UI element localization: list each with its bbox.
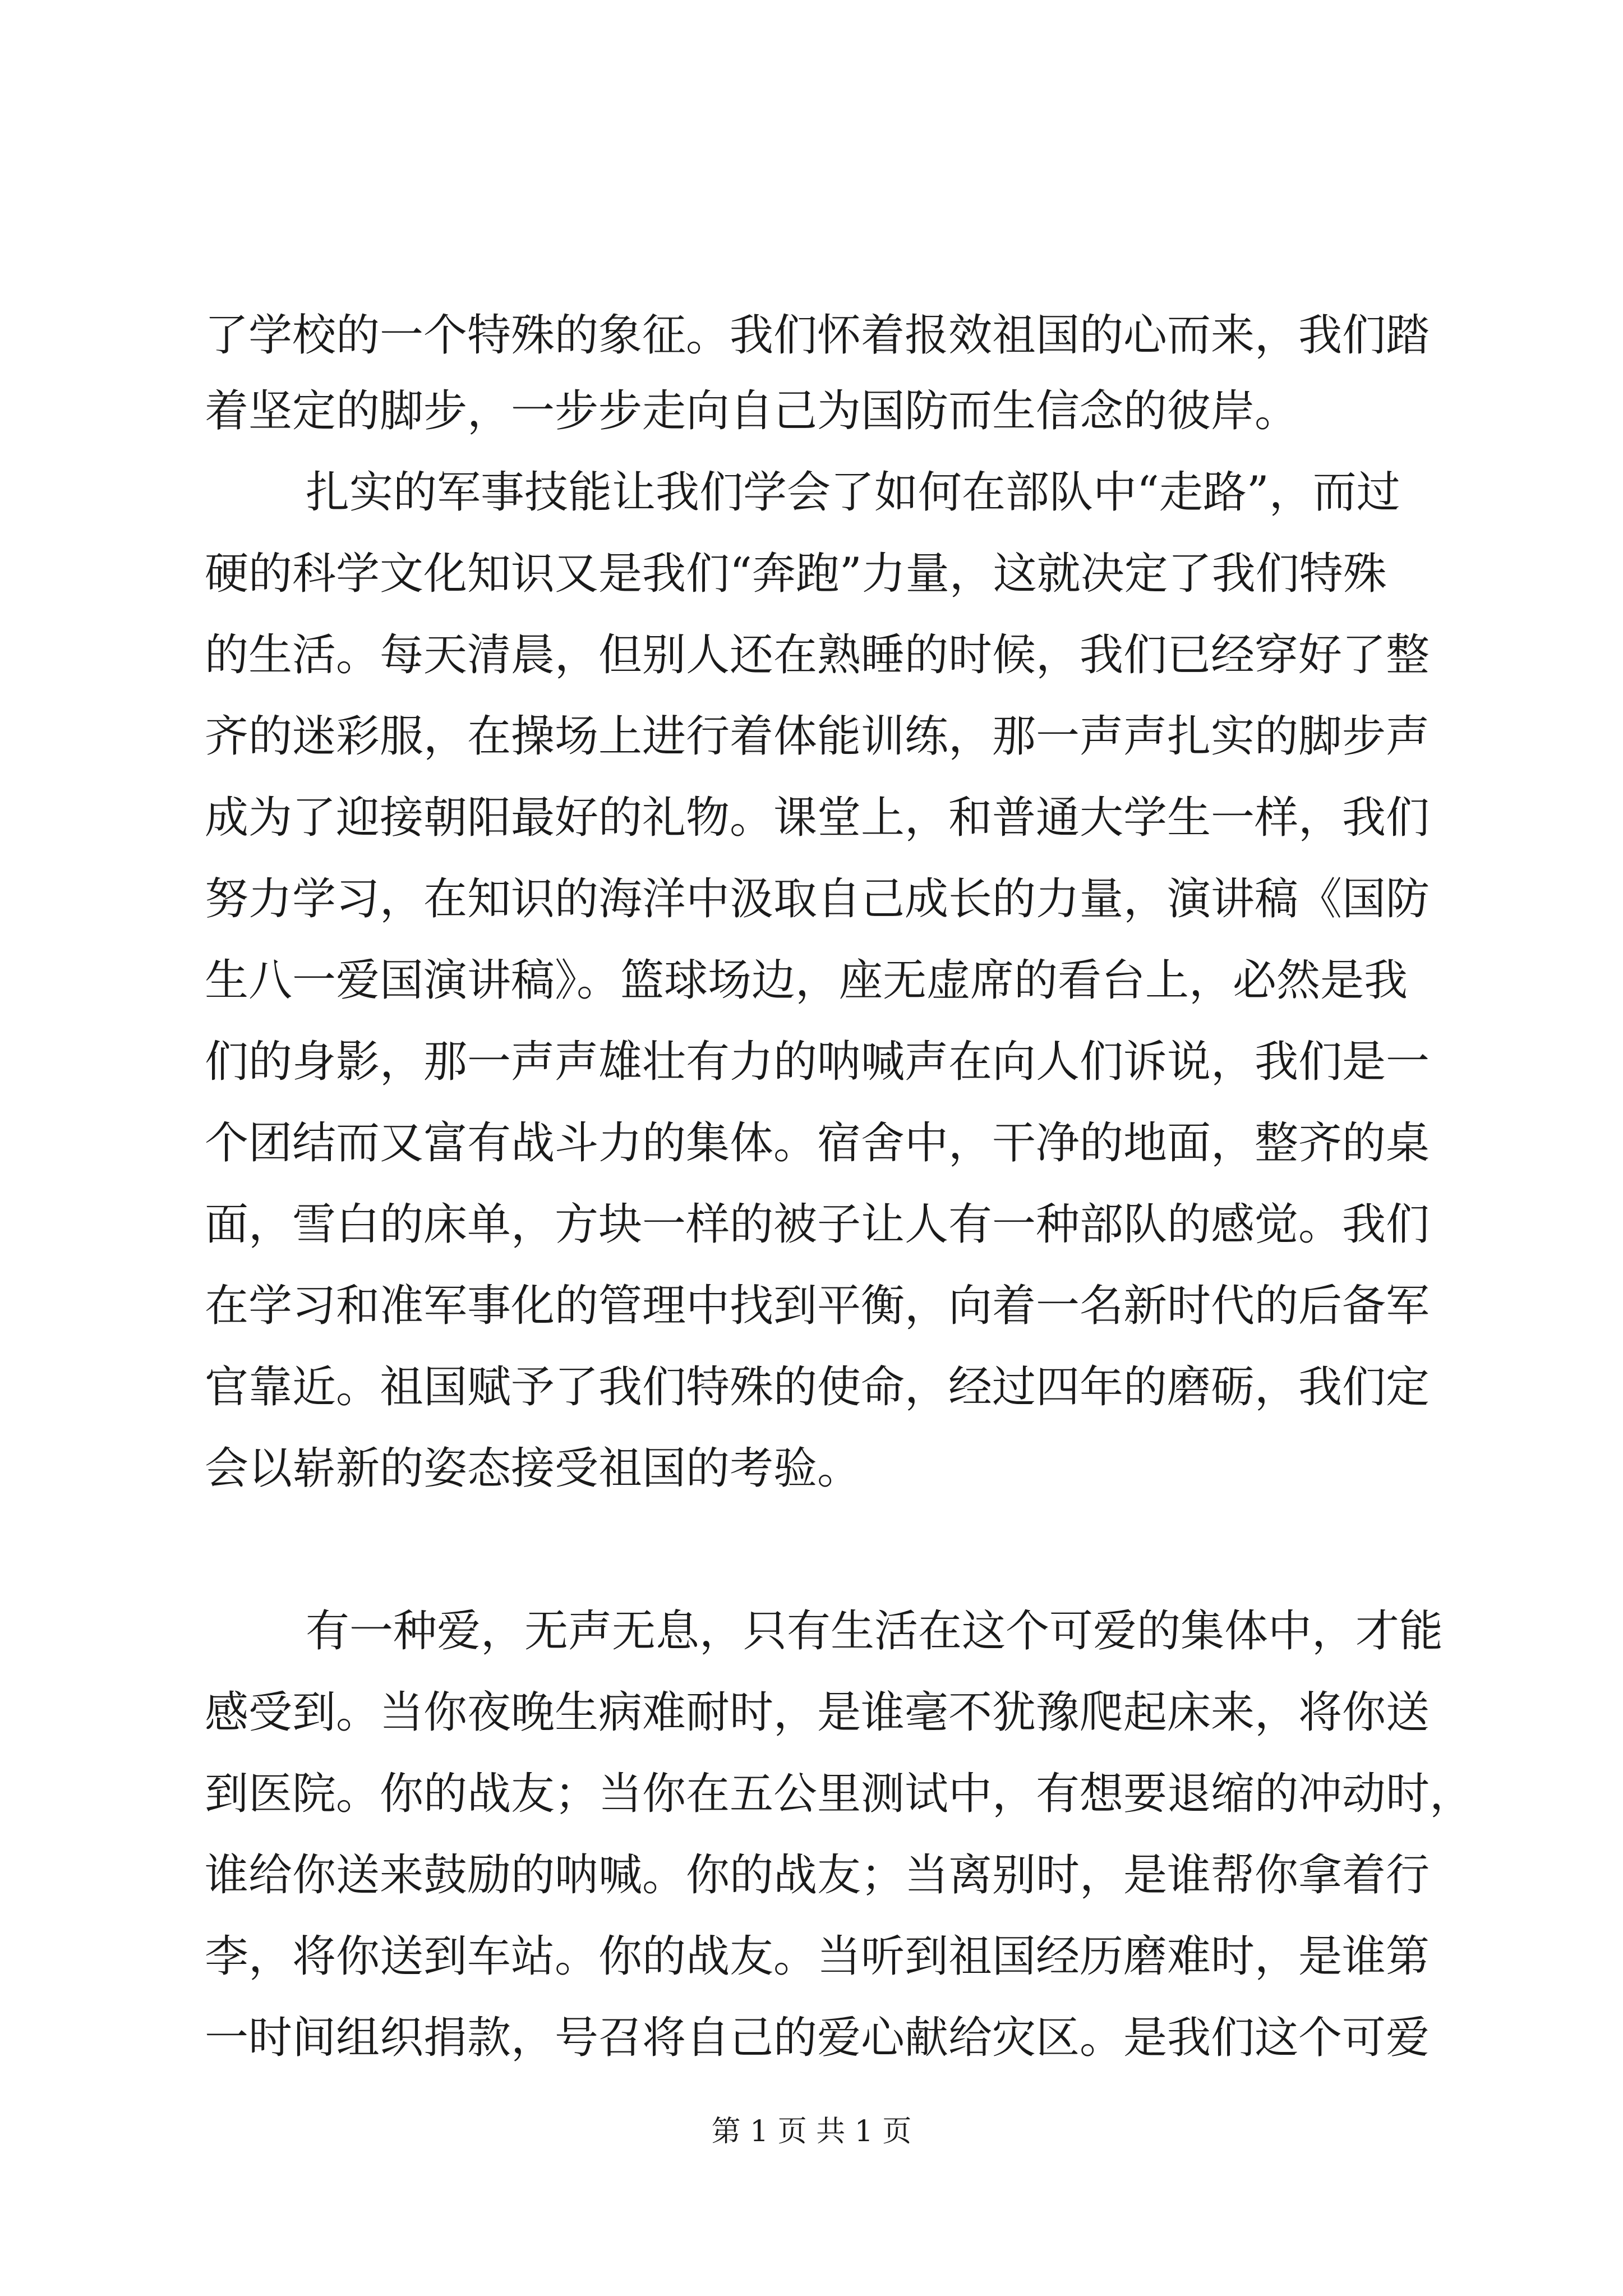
text-line-content: 有一种爱，无声无息，只有生活在这个可爱的集体中，才能 (306, 1606, 1444, 1657)
text-line-content: 一时间组织捐款，号召将自己的爱心献给灾区。是我们这个可爱 (205, 2013, 1430, 2063)
page-number-label: 第 1 页 共 1 页 (711, 2115, 912, 2148)
text-line (0, 2010, 1623, 2066)
text-line (0, 1847, 1623, 1903)
text-line-content: 硬的科学文化知识又是我们“奔跑”力量，这就决定了我们特殊 (205, 549, 1387, 599)
text-line-content: 官靠近。祖国赋予了我们特殊的使命，经过四年的磨砺，我们定 (205, 1362, 1430, 1412)
text-line (0, 307, 1623, 364)
text-line (0, 383, 1623, 439)
text-line-content: 努力学习，在知识的海洋中汲取自己成长的力量，演讲稿《国防 (205, 874, 1430, 924)
text-line (0, 1115, 1623, 1171)
text-line (0, 627, 1623, 683)
text-line-content: 会以崭新的姿态接受祖国的考验。 (205, 1443, 861, 1494)
paragraph-start-line (0, 1603, 1623, 1659)
text-line (0, 1359, 1623, 1415)
text-line (0, 1685, 1623, 1741)
paragraph-start-line (0, 464, 1623, 521)
text-line-content: 了学校的一个特殊的象征。我们怀着报效祖国的心而来，我们踏 (205, 310, 1430, 361)
text-line (0, 790, 1623, 846)
text-line (0, 1441, 1623, 1497)
text-line-content: 生八一爱国演讲稿》。篮球场边，座无虚席的看台上，必然是我 (205, 955, 1408, 1006)
text-line-content: 的生活。每天清晨，但别人还在熟睡的时候，我们已经穿好了整 (205, 630, 1430, 680)
text-line-content: 个团结而又富有战斗力的集体。宿舍中，干净的地面，整齐的桌 (205, 1118, 1430, 1168)
text-line (0, 1197, 1623, 1253)
text-line (0, 1034, 1623, 1090)
text-line-content: 们的身影，那一声声雄壮有力的呐喊声在向人们诉说，我们是一 (205, 1037, 1430, 1087)
text-line-content: 到医院。你的战友；当你在五公里测试中，有想要退缩的冲动时， (205, 1769, 1474, 1819)
text-line (0, 1278, 1623, 1334)
text-line (0, 871, 1623, 927)
text-line (0, 1766, 1623, 1822)
text-line (0, 953, 1623, 1009)
text-line-content: 李，将你送到车站。你的战友。当听到祖国经历磨难时，是谁第 (205, 1931, 1430, 1982)
text-line (0, 546, 1623, 602)
page-footer (0, 2112, 1623, 2151)
text-line-content: 成为了迎接朝阳最好的礼物。课堂上，和普通大学生一样，我们 (205, 793, 1430, 843)
text-line-content: 在学习和准军事化的管理中找到平衡，向着一名新时代的后备军 (205, 1281, 1430, 1331)
text-line (0, 708, 1623, 765)
text-line-content: 齐的迷彩服，在操场上进行着体能训练，那一声声扎实的脚步声 (205, 711, 1430, 762)
text-line-content: 面，雪白的床单，方块一样的被子让人有一种部队的感觉。我们 (205, 1199, 1430, 1250)
text-line (0, 1929, 1623, 1985)
text-line-content: 扎实的军事技能让我们学会了如何在部队中“走路”，而过 (306, 467, 1400, 518)
text-line-content: 着坚定的脚步，一步步走向自己为国防而生信念的彼岸。 (205, 386, 1299, 436)
text-line-content: 谁给你送来鼓励的呐喊。你的战友；当离别时，是谁帮你拿着行 (205, 1850, 1430, 1901)
text-line-content: 感受到。当你夜晚生病难耐时，是谁毫不犹豫爬起床来，将你送 (205, 1687, 1430, 1738)
